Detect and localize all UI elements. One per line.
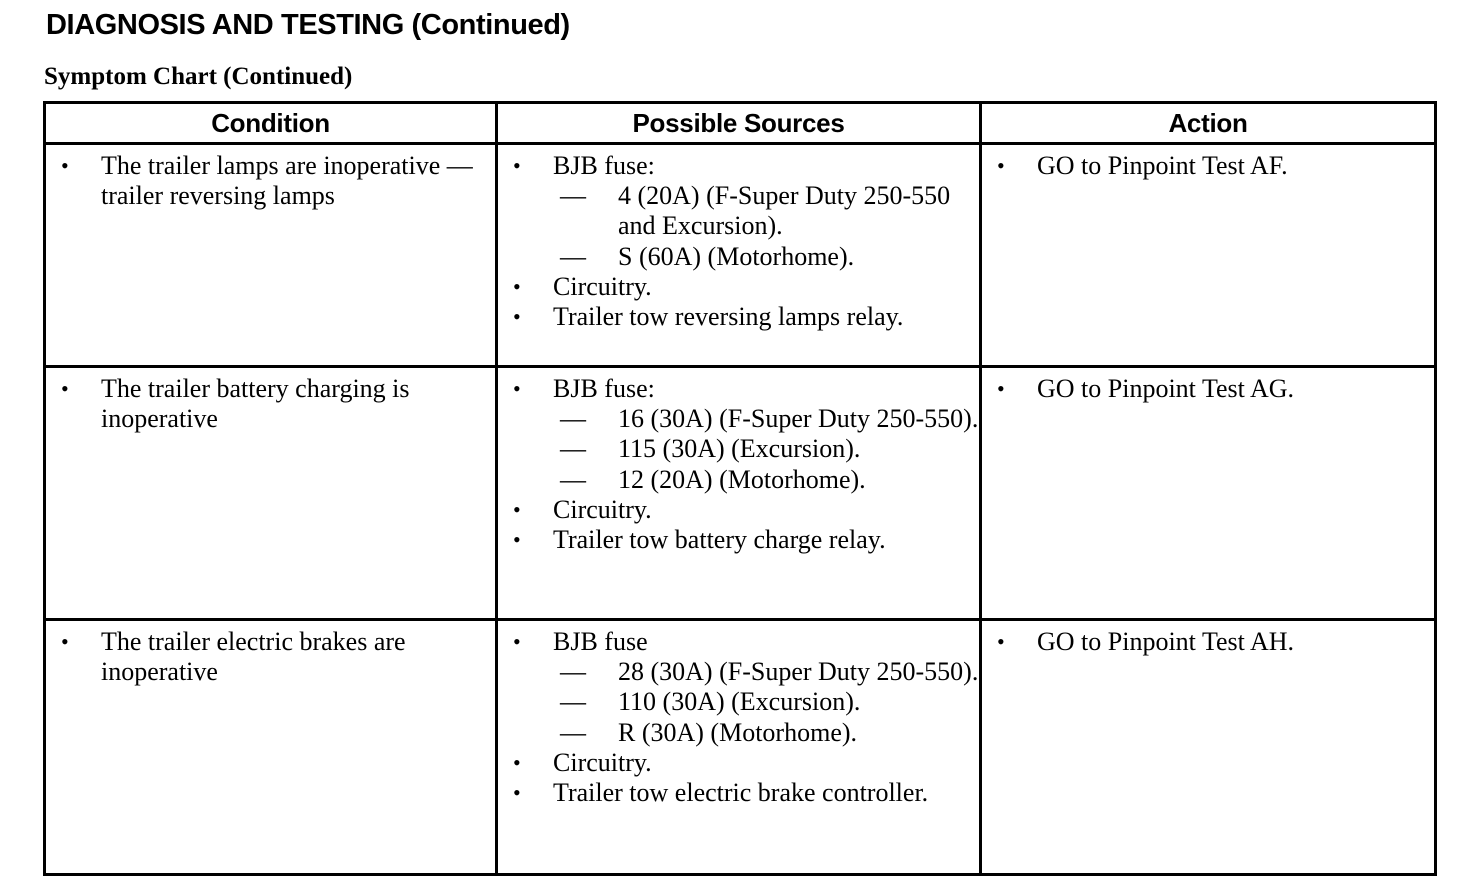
table-row: [45, 620, 1436, 875]
possible-sources-cell: [497, 367, 981, 620]
source-subitem: [498, 465, 979, 495]
dash-mark: —: [560, 434, 586, 464]
condition-text: • The trailer electric brakes are inoperative: [46, 627, 495, 687]
source-item: • Circuitry.: [498, 495, 979, 525]
source-subitem: [498, 404, 979, 434]
action-text: • GO to Pinpoint Test AG.: [982, 374, 1434, 404]
source-subitem: [498, 657, 979, 687]
column-header-condition: Condition: [45, 103, 497, 144]
dash-mark: —: [560, 241, 586, 271]
dash-mark: —: [560, 687, 586, 717]
source-subitem-text: S (60A) (Motorhome).: [618, 241, 855, 271]
source-subitem-text: 12 (20A) (Motorhome).: [618, 464, 866, 494]
dash-mark: —: [560, 657, 586, 687]
source-subitem: [498, 718, 979, 748]
possible-sources-cell: [497, 144, 981, 367]
table-header-row: [45, 103, 1436, 144]
page-title: DIAGNOSIS AND TESTING (Continued): [46, 9, 570, 41]
action-text: • GO to Pinpoint Test AH.: [982, 627, 1434, 657]
source-item: • Circuitry.: [498, 748, 979, 778]
source-item: • Trailer tow battery charge relay.: [498, 525, 979, 555]
action-cell: [981, 620, 1436, 875]
source-subitem: [498, 434, 979, 464]
condition-text: • The trailer lamps are inoperative — trailer reversing lamps: [46, 151, 495, 211]
source-subitem-text: 4 (20A) (F-Super Duty 250-550 and Excursion).: [618, 181, 951, 241]
condition-cell: [45, 620, 497, 875]
symptom-chart-table: [43, 101, 1437, 876]
source-subitem-text: R (30A) (Motorhome).: [618, 717, 858, 747]
action-text: • GO to Pinpoint Test AF.: [982, 151, 1434, 181]
source-item: • Circuitry.: [498, 272, 979, 302]
source-subitem: [498, 181, 979, 241]
source-subitem: [498, 687, 979, 717]
dash-mark: —: [560, 404, 586, 434]
possible-sources-cell: [497, 620, 981, 875]
source-subitem-text: 110 (30A) (Excursion).: [618, 687, 861, 717]
table-row: [45, 144, 1436, 367]
source-subitem-text: 115 (30A) (Excursion).: [618, 434, 861, 464]
dash-mark: —: [560, 464, 586, 494]
dash-mark: —: [560, 181, 586, 211]
source-item: • BJB fuse:: [498, 374, 979, 404]
column-header-possible-sources: Possible Sources: [497, 103, 981, 144]
dash-mark: —: [560, 717, 586, 747]
table-row: [45, 367, 1436, 620]
condition-text: • The trailer battery charging is inoperative: [46, 374, 495, 434]
source-item: • BJB fuse:: [498, 151, 979, 181]
section-title: Symptom Chart (Continued): [44, 63, 353, 90]
source-item: • Trailer tow reversing lamps relay.: [498, 302, 979, 332]
source-subitem: [498, 242, 979, 272]
action-cell: [981, 144, 1436, 367]
source-item: • BJB fuse: [498, 627, 979, 657]
source-subitem-text: 16 (30A) (F-Super Duty 250-550).: [618, 404, 979, 434]
source-subitem-text: 28 (30A) (F-Super Duty 250-550).: [618, 657, 979, 687]
condition-cell: [45, 367, 497, 620]
column-header-action: Action: [981, 103, 1436, 144]
source-item: • Trailer tow electric brake controller.: [498, 778, 979, 808]
action-cell: [981, 367, 1436, 620]
condition-cell: [45, 144, 497, 367]
